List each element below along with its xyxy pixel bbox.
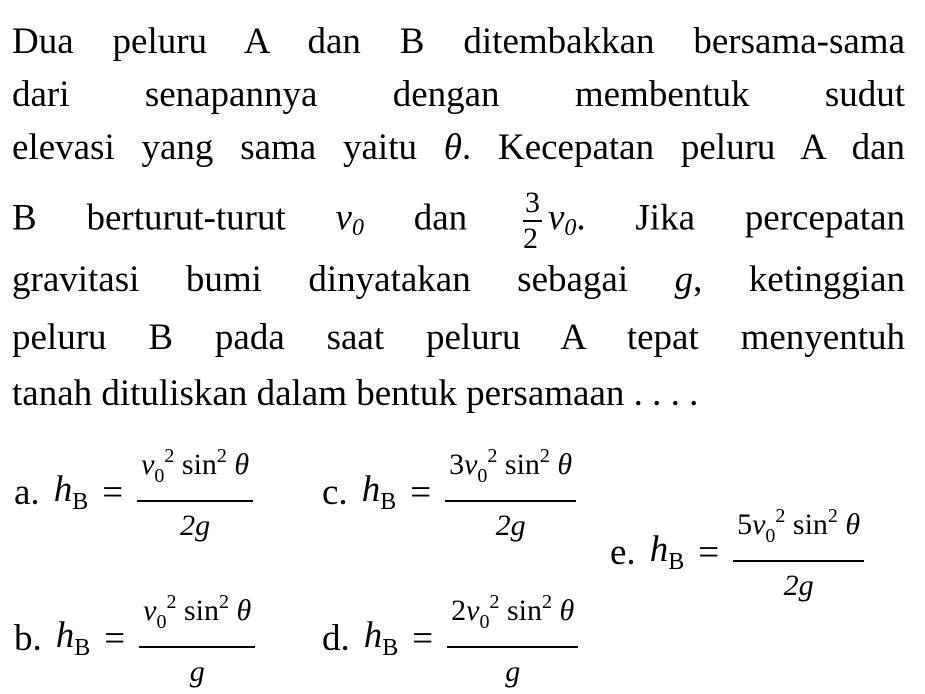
v-letter: v [143, 594, 157, 627]
question-line-1: Dua peluru A dan B ditembakkan bersama-sama [12, 21, 905, 62]
h-letter: h [53, 469, 73, 510]
fraction-denominator: 2 [522, 222, 538, 255]
fraction-denominator: 2g [180, 509, 211, 542]
v-subscript: 0 [479, 611, 490, 633]
v-superscript: 2 [487, 445, 498, 467]
fraction-denominator: 2g [495, 509, 526, 542]
q4-rest: . Jika percepatan [576, 197, 905, 239]
h-subscript: B [380, 489, 397, 515]
theta-symbol: θ [236, 594, 252, 627]
h-letter: h [361, 469, 381, 510]
q5-a: gravitasi bumi dinyatakan sebagai [12, 259, 629, 300]
q3-text: elevasi yang sama yaitu [12, 127, 417, 168]
fraction-denominator: g [189, 655, 205, 688]
q5-rest: , ketinggian [693, 259, 905, 300]
sin-function: sin [181, 448, 217, 481]
option-fraction [139, 582, 255, 694]
sin-superscript: 2 [539, 445, 550, 467]
coefficient: 2 [451, 594, 467, 627]
question-line-5 [12, 258, 905, 302]
fraction-numerator [137, 436, 253, 502]
h-symbol [364, 614, 399, 662]
v-superscript: 2 [489, 591, 500, 613]
coefficient: 5 [737, 508, 753, 541]
h-subscript: B [668, 549, 685, 575]
v-letter-2: v [547, 197, 565, 239]
question-line-6: peluru B pada saat peluru A tepat menyentuh [12, 317, 905, 358]
option-e[interactable] [610, 496, 864, 608]
equals-sign: = [698, 531, 720, 573]
option-fraction [447, 582, 578, 694]
option-label: c. [322, 471, 348, 513]
v-letter: v [141, 448, 155, 481]
v-letter: v [335, 197, 352, 239]
equals-sign: = [102, 471, 124, 513]
theta-symbol: θ [559, 594, 575, 627]
v-subscript: 0 [477, 465, 488, 487]
sin-superscript: 2 [218, 591, 229, 613]
h-symbol [54, 468, 89, 516]
v-subscript-2: 0 [564, 215, 577, 242]
question-line-4 [12, 186, 905, 258]
option-label: d. [322, 617, 350, 659]
option-fraction [733, 496, 864, 608]
v-letter: v [466, 594, 480, 627]
v0-symbol [335, 197, 364, 242]
fraction-numerator [733, 496, 864, 562]
v-superscript: 2 [164, 445, 175, 467]
h-symbol [56, 614, 91, 662]
fraction-numerator: 3 [523, 186, 542, 222]
sin-function: sin [504, 448, 540, 481]
v0-symbol-2 [547, 197, 577, 242]
sin-function: sin [792, 508, 828, 541]
theta-symbol: θ [557, 448, 573, 481]
v-letter: v [752, 508, 766, 541]
theta-symbol: θ [845, 508, 861, 541]
fraction-denominator: g [505, 655, 521, 688]
v-superscript: 2 [166, 591, 177, 613]
fraction-denominator: 2g [783, 569, 814, 602]
sin-function: sin [506, 594, 542, 627]
q4-dan: dan [413, 197, 468, 239]
h-subscript: B [74, 635, 91, 661]
v-subscript: 0 [765, 525, 776, 547]
three-halves-fraction [523, 186, 542, 256]
v-subscript: 0 [156, 611, 167, 633]
q3-rest: . Kecepatan peluru A dan [461, 127, 905, 168]
sin-superscript: 2 [541, 591, 552, 613]
v-subscript: 0 [154, 465, 165, 487]
question-line-3 [12, 126, 905, 170]
question-line-7: tanah dituliskan dalam bentuk persamaan . . . . [12, 373, 699, 414]
option-d[interactable] [322, 582, 578, 694]
q4-a: B berturut-turut [12, 197, 286, 239]
sin-function: sin [183, 594, 219, 627]
option-a[interactable] [14, 436, 253, 548]
sin-superscript: 2 [827, 505, 838, 527]
h-symbol [362, 468, 397, 516]
question-line-2: dari senapannya dengan membentuk sudut [12, 74, 905, 115]
h-subscript: B [72, 489, 89, 515]
v-superscript: 2 [775, 505, 786, 527]
h-letter: h [363, 615, 383, 656]
option-c[interactable] [322, 436, 576, 548]
equals-sign: = [412, 617, 434, 659]
fraction-numerator [139, 582, 255, 648]
v-letter: v [464, 448, 478, 481]
theta-symbol: θ [443, 127, 462, 168]
fraction-numerator [447, 582, 578, 648]
option-label: b. [14, 617, 42, 659]
h-letter: h [649, 529, 669, 570]
h-subscript: B [382, 635, 399, 661]
option-fraction [445, 436, 576, 548]
option-label: a. [14, 471, 40, 513]
equals-sign: = [104, 617, 126, 659]
h-letter: h [55, 615, 75, 656]
v-subscript: 0 [351, 215, 364, 242]
option-fraction [137, 436, 253, 548]
g-symbol: g [674, 259, 694, 300]
option-label: e. [610, 531, 636, 573]
h-symbol [650, 528, 685, 576]
option-b[interactable] [14, 582, 255, 694]
theta-symbol: θ [234, 448, 250, 481]
fraction-numerator [445, 436, 576, 502]
equals-sign: = [410, 471, 432, 513]
sin-superscript: 2 [216, 445, 227, 467]
coefficient: 3 [449, 448, 465, 481]
